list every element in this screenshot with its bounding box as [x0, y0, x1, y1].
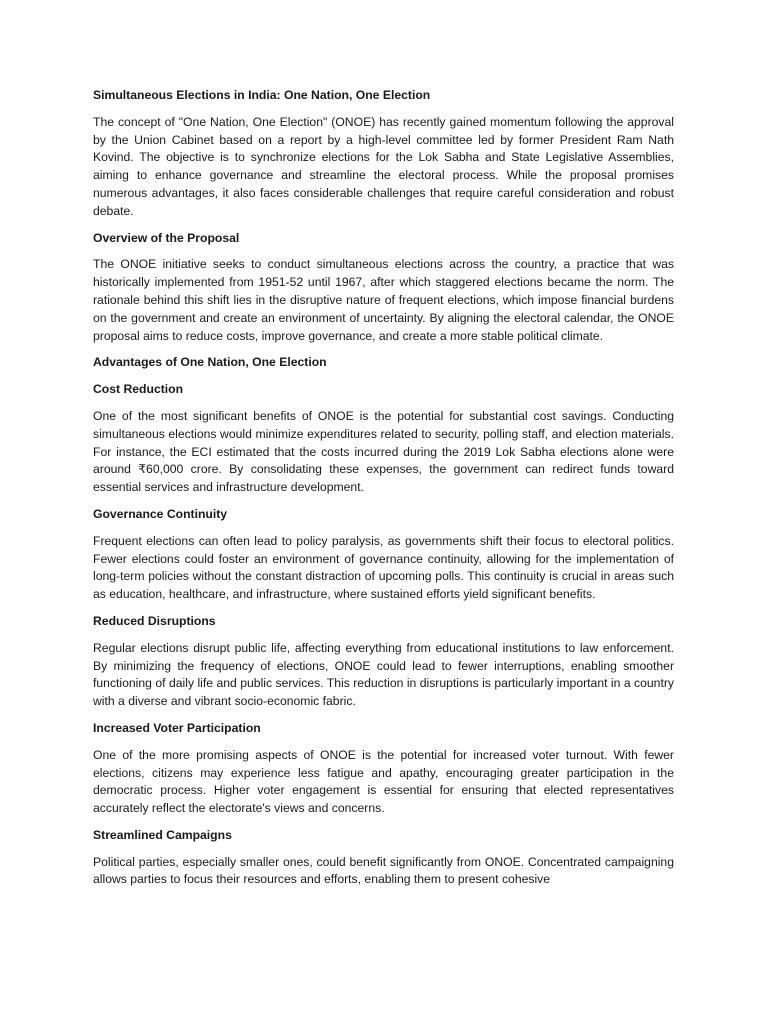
overview-paragraph: The ONOE initiative seeks to conduct simultaneous elections across the country, a practice that was historically implemented from 1951-52 until 1967, after which staggered elections became the norm. The rationale behind this shift lies in the disruptive nature of frequent elections, which impose financial burdens on the government and create an environment of uncertainty. By aligning the electoral calendar, the ONOE proposal aims to reduce costs, improve governance, and create a more stable political climate. [93, 257, 674, 343]
governance-continuity-paragraph: Frequent elections can often lead to policy paralysis, as governments shift their focus to electoral politics. Fewer elections could foster an environment of governance continuity, allowing for the implementation of long-term policies without the constant distraction of upcoming polls. This continuity is crucial in areas such as education, healthcare, and infrastructure, where sustained efforts yield significant benefits. [93, 533, 674, 602]
governance-continuity-heading: Governance Continuity [93, 506, 228, 521]
streamlined-campaigns-heading: Streamlined Campaigns [93, 827, 232, 842]
advantages-heading: Advantages of One Nation, One Election [93, 355, 327, 370]
voter-participation-heading: Increased Voter Participation [93, 720, 261, 735]
reduced-disruptions-heading: Reduced Disruptions [93, 613, 216, 628]
streamlined-campaigns-paragraph: Political parties, especially smaller ones, could benefit significantly from ONOE. Concentrated campaigning allows parties to focus their resources and efforts, enabling them to present cohesive [93, 854, 674, 887]
document-title: Simultaneous Elections in India: One Nation, One Election [93, 88, 431, 102]
reduced-disruptions-paragraph: Regular elections disrupt public life, affecting everything from educational institutions to law enforcement. By minimizing the frequency of elections, ONOE could lead to fewer interruptions, enabling smoother functioning of daily life and public services. This reduction in disruptions is particularly important in a country with a diverse and vibrant socio-economic fabric. [93, 640, 674, 709]
intro-paragraph: The concept of "One Nation, One Election" (ONOE) has recently gained momentum following the approval by the Union Cabinet based on a report by a high-level committee led by former President Ram Nath Kovind. The objective is to synchronize elections for the Lok Sabha and State Legislative Assemblies, aiming to enhance governance and streamline the electoral process. While the proposal promises numerous advantages, it also faces considerable challenges that require careful consideration and robust debate. [93, 114, 674, 218]
voter-participation-paragraph: One of the more promising aspects of ONOE is the potential for increased voter turnout. With fewer elections, citizens may experience less fatigue and apathy, encouraging greater participation in the democratic process. Higher voter engagement is essential for ensuring that elected representatives accurately reflect the electorate's views and concerns. [93, 747, 674, 816]
cost-reduction-heading: Cost Reduction [93, 382, 184, 397]
cost-reduction-paragraph: One of the most significant benefits of ONOE is the potential for substantial cost savings. Conducting simultaneous elections would minimize expenditures related to security, polling staff, and election materials. For instance, the ECI estimated that the costs incurred during the 2019 Lok Sabha elections alone were around ₹60,000 crore. By consolidating these expenses, the government can redirect funds toward essential services and infrastructure development. [93, 408, 674, 495]
document-page [93, 87, 674, 898]
overview-heading: Overview of the Proposal [93, 230, 240, 245]
